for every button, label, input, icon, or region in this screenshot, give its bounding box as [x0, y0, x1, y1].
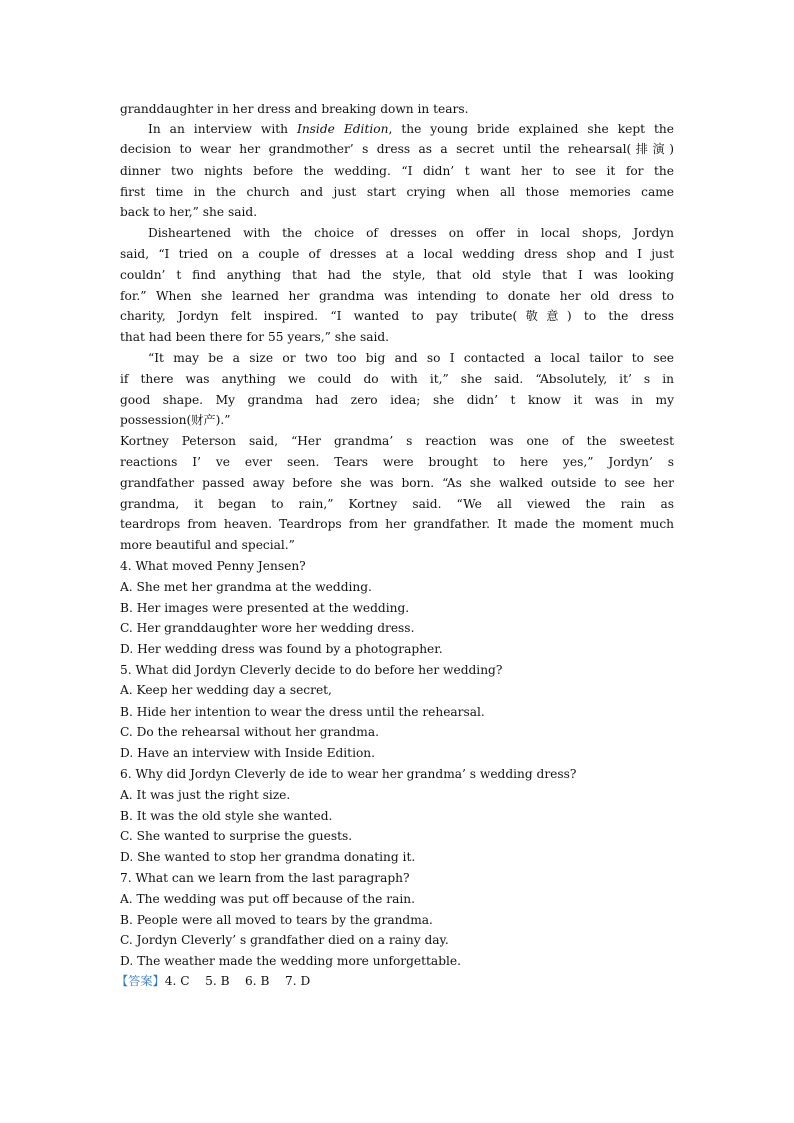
passage-line: dinner two nights before the wedding. “I didn’ t want her to see it for the [120, 164, 674, 178]
answer-text: 4. C 5. B 6. B 7. D [164, 974, 311, 988]
passage-line: possession(财产).” [120, 413, 231, 427]
passage-line: first time in the church and just start crying when all those memories came [120, 185, 674, 199]
passage-line: “It may be a size or two too big and so I contacted a local tailor to see [148, 351, 674, 365]
passage-line: reactions I’ ve ever seen. Tears were brought to here yes,” Jordyn’ s [120, 455, 674, 469]
passage-line: decision to wear her grandmother’ s dress as a secret until the rehearsal(排演) [120, 142, 674, 156]
answer-label: 【答案】 [116, 974, 165, 988]
answer-key [116, 973, 670, 989]
answer-option: C. Her granddaughter wore her wedding dress. [120, 621, 415, 635]
answer-option: C. Jordyn Cleverly’ s grandfather died on a rainy day. [120, 933, 449, 947]
answer-option: D. Her wedding dress was found by a photographer. [120, 642, 443, 656]
passage-text: , the young bride explained she kept the [388, 122, 674, 136]
passage-line: back to her,” she said. [120, 205, 258, 219]
publication-title: Inside Edition [297, 122, 389, 136]
passage-line: Disheartened with the choice of dresses on offer in local shops, Jordyn [148, 226, 674, 240]
question-stem: 4. What moved Penny Jensen? [120, 559, 306, 573]
answer-option: A. The wedding was put off because of the rain. [120, 892, 415, 906]
answer-option: D. The weather made the wedding more unforgettable. [120, 954, 461, 968]
passage-line: teardrops from heaven. Teardrops from her grandfather. It made the moment much [120, 517, 674, 531]
passage-line: good shape. My grandma had zero idea; she didn’ t know it was in my [120, 393, 674, 407]
passage-text: In an interview with [148, 122, 298, 136]
passage-line: that had been there for 55 years,” she said. [120, 330, 390, 344]
answer-option: A. It was just the right size. [120, 788, 291, 802]
passage-line: grandma, it began to rain,” Kortney said. “We all viewed the rain as [120, 497, 674, 511]
passage-line: grandfather passed away before she was born. “As she walked outside to see her [120, 476, 674, 490]
passage-line: granddaughter in her dress and breaking down in tears. [120, 102, 469, 116]
answer-option: B. Hide her intention to wear the dress until the rehearsal. [120, 705, 485, 719]
passage-line: charity, Jordyn felt inspired. “I wanted to pay tribute(敬意) to the dress [120, 309, 674, 323]
answer-option: B. It was the old style she wanted. [120, 809, 333, 823]
passage-line: if there was anything we could do with it,” she said. “Absolutely, it’ s in [120, 372, 674, 386]
answer-option: B. People were all moved to tears by the grandma. [120, 913, 433, 927]
answer-option: B. Her images were presented at the wedding. [120, 601, 410, 615]
answer-option: A. She met her grandma at the wedding. [120, 580, 372, 594]
passage-line: said, “I tried on a couple of dresses at a local wedding dress shop and I just [120, 247, 674, 261]
question-stem: 6. Why did Jordyn Cleverly de ide to wear her grandma’ s wedding dress? [120, 767, 577, 781]
answer-option: A. Keep her wedding day a secret, [120, 683, 332, 697]
answer-option: C. Do the rehearsal without her grandma. [120, 725, 379, 739]
passage-line: Kortney Peterson said, “Her grandma’ s reaction was one of the sweetest [120, 434, 674, 448]
passage-line: couldn’ t find anything that had the style, that old style that I was looking [120, 268, 674, 282]
answer-option: C. She wanted to surprise the guests. [120, 829, 353, 843]
passage-line [148, 121, 674, 137]
answer-option: D. Have an interview with Inside Edition. [120, 746, 376, 760]
question-stem: 7. What can we learn from the last paragraph? [120, 871, 410, 885]
answer-option: D. She wanted to stop her grandma donating it. [120, 850, 416, 864]
passage-line: more beautiful and special.” [120, 538, 295, 552]
question-stem: 5. What did Jordyn Cleverly decide to do before her wedding? [120, 663, 503, 677]
passage-line: for.” When she learned her grandma was intending to donate her old dress to [120, 289, 674, 303]
